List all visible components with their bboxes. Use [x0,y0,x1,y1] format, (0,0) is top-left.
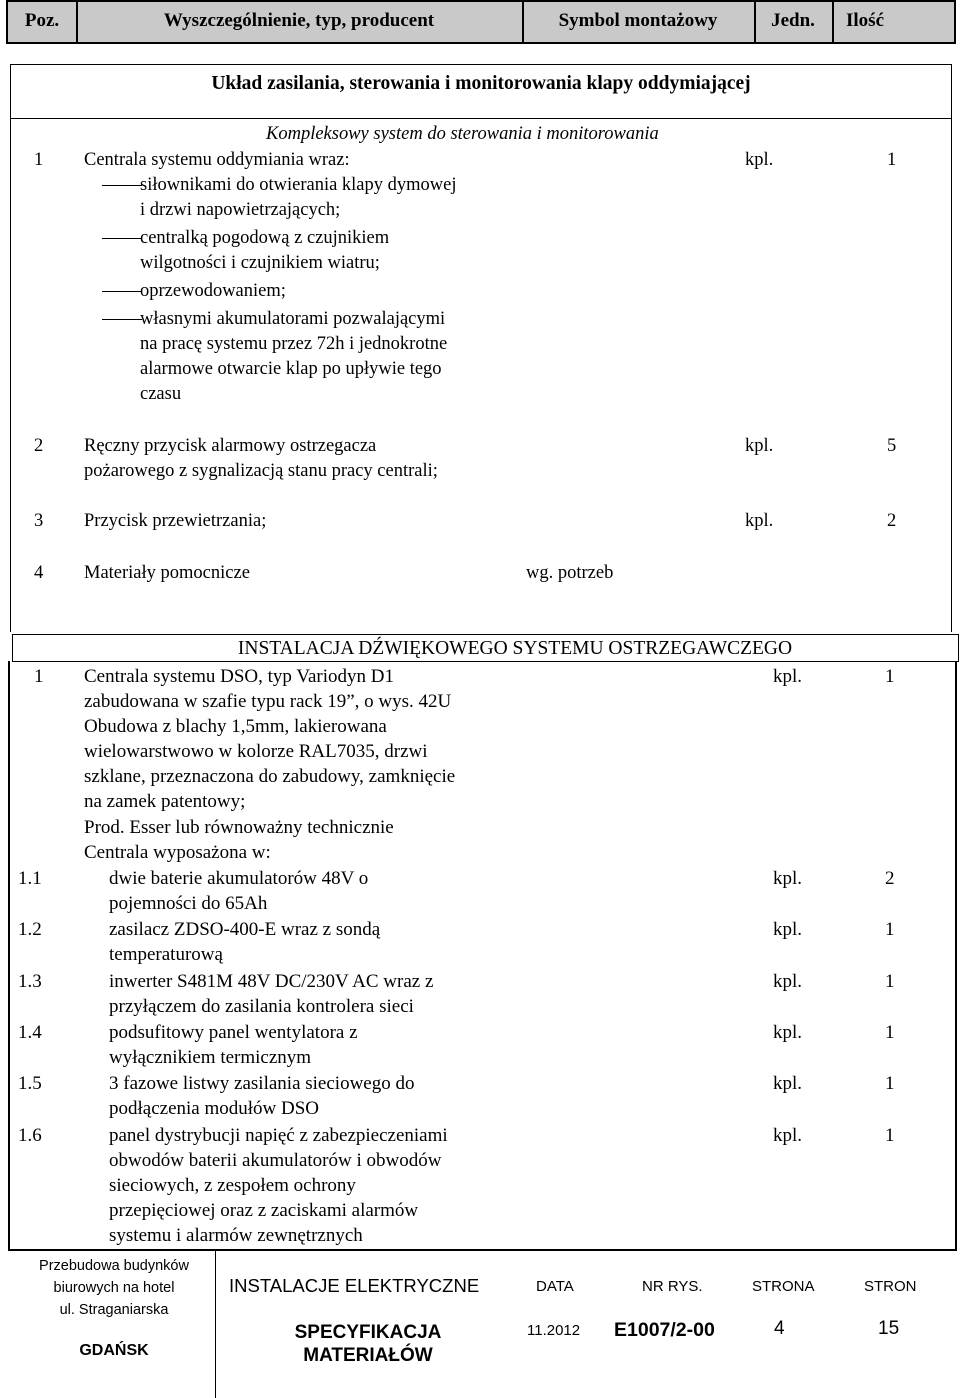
subitem-unit: kpl. [773,1125,803,1146]
subitem-description: przepięciowej oraz z zaciskami alarmów [109,1200,419,1221]
header-symbol: Symbol montażowy [522,2,756,42]
item-description: Obudowa z blachy 1,5mm, lakierowana [84,716,387,737]
subitem-qty: 1 [885,1022,895,1043]
subitem-number: 1.1 [18,868,42,889]
dash-bullet [102,291,142,292]
title-divider [10,118,952,119]
item-description: Materiały pomocnicze [84,563,250,583]
subitem-description: podsufitowy panel wentylatora z [109,1022,358,1043]
item-description: Centrala systemu oddymiania wraz: [84,150,350,170]
subitem-number: 1.4 [18,1022,42,1043]
bullet-text: na pracę systemu przez 72h i jednokrotne [140,334,448,354]
item-number: 1 [34,666,44,687]
subitem-number: 1.3 [18,971,42,992]
bullet-text: alarmowe otwarcie klap po upływie tego [140,359,442,379]
frame-right [951,64,952,632]
bullet-text: siłownikami do otwierania klapy dymowej [140,175,457,195]
subitem-description: sieciowych, z zespołem ochrony [109,1175,356,1196]
item-description: szklane, przeznaczona do zabudowy, zamknięcie [84,766,456,787]
subitem-qty: 2 [885,868,895,889]
item-unit: kpl. [745,511,774,531]
bullet-text: i drzwi napowietrzających; [140,200,341,220]
footer-doc-type [258,1321,478,1367]
item-description: Centrala wyposażona w: [84,842,271,863]
subitem-description: temperaturową [109,944,223,965]
subitem-qty: 1 [885,1073,895,1094]
item-description: Prod. Esser lub równoważny technicznie [84,817,394,838]
subitem-unit: kpl. [773,971,803,992]
footer-city: GDAŃSK [79,1342,149,1359]
subitem-description: podłączenia modułów DSO [109,1098,320,1119]
item-description: pożarowego z sygnalizacją stanu pracy centrali; [84,461,438,481]
item-unit: wg. potrzeb [526,563,614,583]
subitem-description: systemu i alarmów zewnętrznych [109,1225,363,1246]
frame-right-top [958,634,959,662]
footer-doc-type-line: MATERIAŁÓW [303,1345,433,1366]
footer-page-label: STRONA [752,1278,815,1295]
subitem-description: inwerter S481M 48V DC/230V AC wraz z [109,971,434,992]
footer-date-label: DATA [536,1278,574,1295]
header-qty: Ilość [846,10,884,31]
item-unit: kpl. [745,436,774,456]
item-description: Przycisk przewietrzania; [84,511,267,531]
bullet-text: oprzewodowaniem; [140,281,286,301]
item-description: Ręczny przycisk alarmowy ostrzegacza [84,436,377,456]
footer-drawing-label: NR RYS. [642,1278,703,1295]
section2-title-divider [12,661,958,662]
footer-top-line [8,1249,957,1251]
subitem-unit: kpl. [773,1022,803,1043]
bullet-text: czasu [140,384,182,404]
section1-subtitle: Kompleksowy system do sterowania i monitorowania [266,124,659,144]
subitem-number: 1.2 [18,919,42,940]
bullet-text: własnymi akumulatorami pozwalającymi [140,309,446,329]
bullet-text: centralką pogodową z czujnikiem [140,228,390,248]
section2-top [12,634,958,635]
item-number: 2 [34,436,44,456]
item-unit: kpl. [773,666,803,687]
footer-project-line: biurowych na hotel [53,1280,175,1296]
dash-bullet [102,238,142,239]
section1-title: Układ zasilania, sterowania i monitorowania klapy oddymiającej [211,73,751,94]
section2-title: INSTALACJA DŹWIĘKOWEGO SYSTEMU OSTRZEGAWCZEGO [237,638,793,659]
subitem-unit: kpl. [773,868,803,889]
subitem-qty: 1 [885,971,895,992]
footer-project [14,1255,214,1321]
item-qty: 2 [887,511,897,531]
subitem-description: dwie baterie akumulatorów 48V o [109,868,369,889]
frame-left [8,661,10,1251]
footer-page: 4 [774,1318,785,1339]
item-description: wielowarstwowo w kolorze RAL7035, drzwi [84,741,428,762]
subitem-unit: kpl. [773,1073,803,1094]
item-description: Centrala systemu DSO, typ Variodyn D1 [84,666,394,687]
subitem-description: panel dystrybucji napięć z zabezpieczeniami [109,1125,448,1146]
footer-pages: 15 [878,1318,900,1339]
footer-divider [215,1250,216,1398]
item-unit: kpl. [745,150,774,170]
item-number: 3 [34,511,44,531]
item-qty: 1 [885,666,895,687]
subitem-qty: 1 [885,919,895,940]
item-qty: 5 [887,436,897,456]
subitem-description: zasilacz ZDSO-400-E wraz z sondą [109,919,381,940]
item-qty: 1 [887,150,897,170]
subitem-unit: kpl. [773,919,803,940]
header-no: Poz. [8,2,78,42]
dash-bullet [102,185,142,186]
header-unit: Jedn. [754,2,834,42]
frame-left-top [12,634,13,662]
footer-discipline: INSTALACJE ELEKTRYCZNE [229,1275,480,1296]
subitem-description: pojemności do 65Ah [109,893,268,914]
item-number: 4 [34,563,44,583]
frame-right [955,661,957,1251]
footer-pages-label: STRON [864,1278,917,1295]
subitem-number: 1.5 [18,1073,42,1094]
footer-project-line: Przebudowa budynków [39,1258,189,1274]
subitem-number: 1.6 [18,1125,42,1146]
frame-left [10,64,11,632]
header-description: Wyszczególnienie, typ, producent [76,2,524,42]
footer-drawing-no: E1007/2-00 [614,1319,715,1341]
footer-project-line: ul. Straganiarska [59,1302,169,1318]
subitem-description: wyłącznikiem termicznym [109,1047,312,1068]
frame-top [10,64,952,65]
table-header [6,0,956,44]
footer-doc-type-line: SPECYFIKACJA [294,1322,442,1343]
footer-date: 11.2012 [527,1322,581,1339]
bullet-text: wilgotności i czujnikiem wiatru; [140,253,380,273]
item-description: na zamek patentowy; [84,791,246,812]
subitem-description: przyłączem do zasilania kontrolera sieci [109,996,414,1017]
item-description: zabudowana w szafie typu rack 19”, o wys. 42U [84,691,452,712]
subitem-description: 3 fazowe listwy zasilania sieciowego do [109,1073,415,1094]
item-number: 1 [34,150,44,170]
subitem-description: obwodów baterii akumulatorów i obwodów [109,1150,442,1171]
dash-bullet [102,319,142,320]
subitem-qty: 1 [885,1125,895,1146]
